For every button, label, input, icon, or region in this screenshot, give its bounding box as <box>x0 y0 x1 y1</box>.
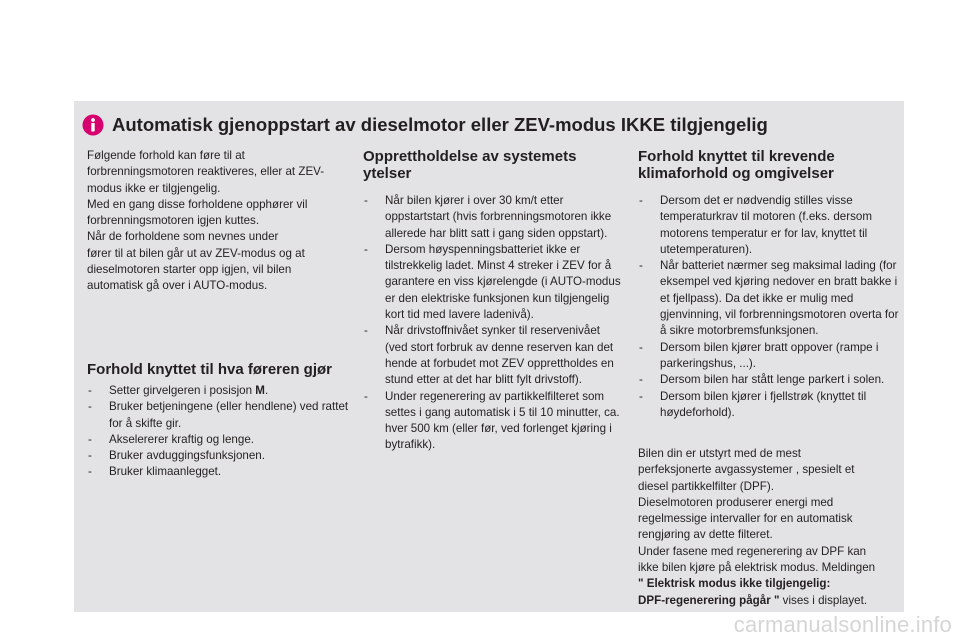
intro-text <box>87 148 349 295</box>
list-item: - Bruker avduggingsfunksjonen. <box>87 448 349 464</box>
dpf-text <box>638 446 900 609</box>
intro-line: forbrenningsmotoren reaktiveres, eller at ZEV- <box>87 165 325 179</box>
dpf-line: Dieselmotoren produserer energi med <box>638 495 834 509</box>
list-item: - Bruker betjeningene (eller hendlene) ved rattet for å skifte gir. <box>87 399 349 432</box>
page-title: Automatisk gjenoppstart av dieselmotor eller ZEV-modus IKKE tilgjengelig <box>112 114 768 135</box>
list-item: - Dersom høyspenningsbatteriet ikke er tilstrekkelig ladet. Minst 4 streker i ZEV for å garantere en viss kjørelengde (i AUTO-modus er den elektriske funksjonen kun tilgjengelig kort tid med lavere ladenivå). <box>363 242 625 323</box>
intro-line: modus ikke er tilgjengelig. <box>87 181 221 195</box>
list-item: - Setter girvelgeren i posisjon M. <box>87 383 349 399</box>
intro-line: Når de forholdene som nevnes under <box>87 230 279 244</box>
dpf-line: perfeksjonerte avgassystemer , spesielt et <box>638 463 855 477</box>
list-item: - Under regenerering av partikkelfilteret som settes i gang automatisk i 5 til 10 minutter, ca. hver 500 km (eller før, ved forlenget kjøring i bytrafikk). <box>363 389 625 454</box>
list-item: - Dersom det er nødvendig stilles visse temperaturkrav til motoren (f.eks. dersom motorens temperatur er for lav, knyttet til utetemperaturen). <box>638 193 900 258</box>
climate-heading: Forhold knyttet til krevende klimaforhold og omgivelser <box>638 148 835 182</box>
intro-line: dieselmotoren starter opp igjen, vil bilen <box>87 263 292 277</box>
driver-list <box>87 383 349 481</box>
watermark: carmanualsonline.info <box>733 612 952 637</box>
dpf-line: Under fasene med regenerering av DPF kan <box>638 544 867 558</box>
list-item: - Når batteriet nærmer seg maksimal lading (for eksempel ved kjøring nedover en bratt bakke i et fjellpass). Da det ikke er mulig med gjenvinning, vil forbrenningsmotoren overta for å sikre motorbremsfunksjonen. <box>638 258 900 339</box>
intro-line: fører til at bilen går ut av ZEV-modus og at <box>87 246 305 260</box>
driver-heading: Forhold knyttet til hva føreren gjør <box>87 361 333 378</box>
list-item: - Når bilen kjører i over 30 km/t etter oppstartstart (hvis forbrenningsmotoren ikke allerede har blitt satt i gang siden oppstart). <box>363 193 625 242</box>
list-item: - Dersom bilen kjører bratt oppover (rampe i parkeringshus, ...). <box>638 340 900 373</box>
intro-line: Med en gang disse forholdene opphører vil <box>87 197 308 211</box>
dpf-line: regelmessige intervaller for en automatisk <box>638 512 853 526</box>
list-item: - Når drivstoffnivået synker til reservenivået (ved stort forbruk av denne reserven kan det hende at forbudet mot ZEV opprettholdes en stund etter at det har blitt fylt drivstoff). <box>363 323 625 388</box>
list-item: - Dersom bilen kjører i fjellstrøk (knyttet til høydeforhold). <box>638 389 900 422</box>
list-item: - Bruker klimaanlegget. <box>87 464 349 480</box>
intro-line: automatisk gå over i AUTO-modus. <box>87 279 268 293</box>
title-row <box>82 114 768 136</box>
dpf-line: diesel partikkelfilter (DPF). <box>638 479 774 493</box>
system-section <box>363 148 625 454</box>
system-heading: Opprettholdelse av systemets ytelser <box>363 148 577 182</box>
climate-section <box>638 148 900 421</box>
intro-line: forbrenningsmotoren igjen kuttes. <box>87 214 260 228</box>
intro-line: Følgende forhold kan føre til at <box>87 149 245 162</box>
dpf-line: ikke bilen kjøre på elektrisk modus. Meldingen <box>638 561 876 575</box>
list-item: - Akselererer kraftig og lenge. <box>87 432 349 448</box>
dpf-line: rengjøring av dette filteret. <box>638 528 773 542</box>
dpf-line: Bilen din er utstyrt med de mest <box>638 447 802 460</box>
dpf-message: " Elektrisk modus ikke tilgjengelig: <box>638 577 831 591</box>
list-item: - Dersom bilen har stått lenge parkert i solen. <box>638 372 900 388</box>
info-icon <box>82 114 104 136</box>
dpf-message-end: DPF-regenerering pågår " vises i displayet. <box>638 593 868 607</box>
